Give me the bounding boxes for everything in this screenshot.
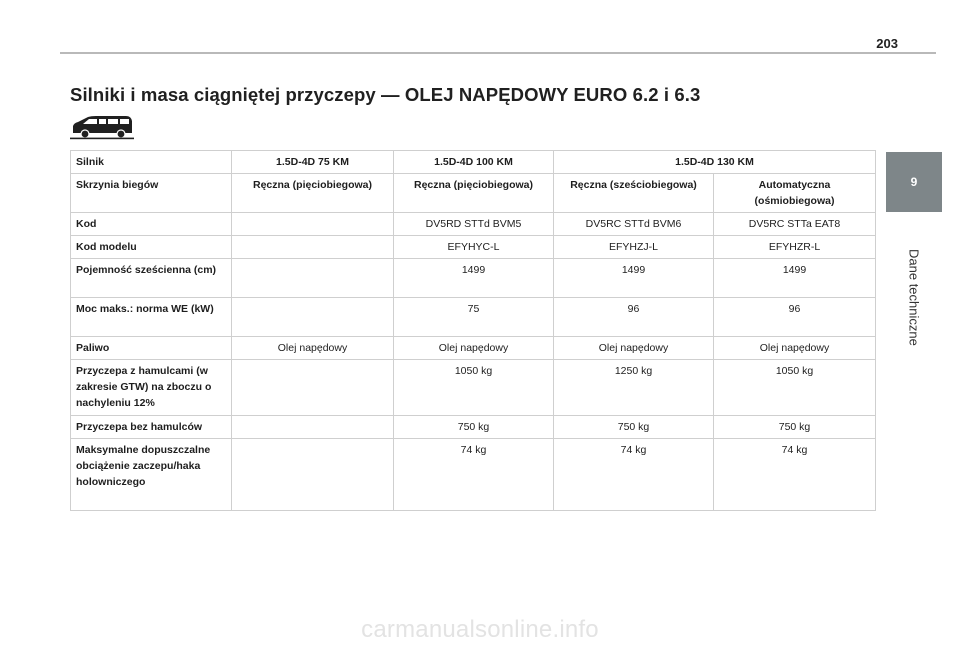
table-cell: Olej napędowy — [714, 337, 876, 360]
table-cell — [232, 416, 394, 439]
table-cell: 75 — [394, 298, 554, 337]
table-cell: 1499 — [554, 259, 714, 298]
table-row — [71, 259, 876, 298]
row-label: Paliwo — [71, 337, 232, 360]
table-cell: EFYHZR-L — [714, 236, 876, 259]
top-rule — [60, 52, 936, 54]
table-row — [71, 298, 876, 337]
table-cell: 750 kg — [714, 416, 876, 439]
table-cell: 1050 kg — [714, 360, 876, 416]
table-cell: 74 kg — [554, 439, 714, 511]
table-row — [71, 360, 876, 416]
table-cell: DV5RD STTd BVM5 — [394, 213, 554, 236]
table-cell — [232, 360, 394, 416]
page-number: 203 — [876, 36, 898, 51]
table-cell: 750 kg — [394, 416, 554, 439]
table-cell — [232, 298, 394, 337]
table-row — [71, 439, 876, 511]
table-row — [71, 416, 876, 439]
table-row — [71, 174, 876, 213]
table-cell: Olej napędowy — [554, 337, 714, 360]
table-cell: 96 — [554, 298, 714, 337]
table-cell: Olej napędowy — [394, 337, 554, 360]
header-130km: 1.5D-4D 130 KM — [554, 151, 876, 174]
table-header-row — [71, 151, 876, 174]
chapter-number: 9 — [910, 175, 918, 189]
table-cell: Ręczna (pięciobiegowa) — [394, 174, 554, 213]
table-cell: 1499 — [714, 259, 876, 298]
engine-specs-table — [70, 150, 876, 511]
table-cell: 96 — [714, 298, 876, 337]
row-label: Kod modelu — [71, 236, 232, 259]
header-100km: 1.5D-4D 100 KM — [394, 151, 554, 174]
table-cell: Ręczna (pięciobiegowa) — [232, 174, 394, 213]
row-label: Pojemność sześcienna (cm) — [71, 259, 232, 298]
table-cell: Ręczna (sześciobiegowa) — [554, 174, 714, 213]
row-label: Przyczepa bez hamulców — [71, 416, 232, 439]
van-icon — [70, 114, 134, 140]
table-cell: 1250 kg — [554, 360, 714, 416]
table-cell: 1050 kg — [394, 360, 554, 416]
table-cell: Olej napędowy — [232, 337, 394, 360]
row-label: Skrzynia biegów — [71, 174, 232, 213]
page-title: Silniki i masa ciągniętej przyczepy — OLEJ NAPĘDOWY EURO 6.2 i 6.3 — [70, 84, 701, 105]
table-cell: Automatyczna (ośmiobiegowa) — [714, 174, 876, 213]
chapter-title: Dane techniczne — [906, 248, 922, 346]
table-cell — [232, 439, 394, 511]
table-cell — [232, 236, 394, 259]
header-engine: Silnik — [71, 151, 232, 174]
table-row — [71, 236, 876, 259]
table-row — [71, 213, 876, 236]
table-cell: 750 kg — [554, 416, 714, 439]
table-cell — [232, 259, 394, 298]
watermark: carmanualsonline.info — [361, 616, 599, 643]
row-label: Maksymalne dopuszczalne obciążenie zaczepu/haka holowniczego — [71, 439, 232, 511]
row-label: Przyczepa z hamulcami (w zakresie GTW) na zboczu o nachyleniu 12% — [71, 360, 232, 416]
table-cell — [232, 213, 394, 236]
table-cell: EFYHYC-L — [394, 236, 554, 259]
row-label: Kod — [71, 213, 232, 236]
chapter-tab[interactable] — [886, 152, 942, 212]
table-row — [71, 337, 876, 360]
table-cell: 1499 — [394, 259, 554, 298]
table-cell: DV5RC STTd BVM6 — [554, 213, 714, 236]
table-cell: 74 kg — [714, 439, 876, 511]
table-cell: EFYHZJ-L — [554, 236, 714, 259]
header-75km: 1.5D-4D 75 KM — [232, 151, 394, 174]
chapter-label — [886, 222, 942, 372]
table-cell: 74 kg — [394, 439, 554, 511]
table-cell: DV5RC STTa EAT8 — [714, 213, 876, 236]
row-label: Moc maks.: norma WE (kW) — [71, 298, 232, 337]
